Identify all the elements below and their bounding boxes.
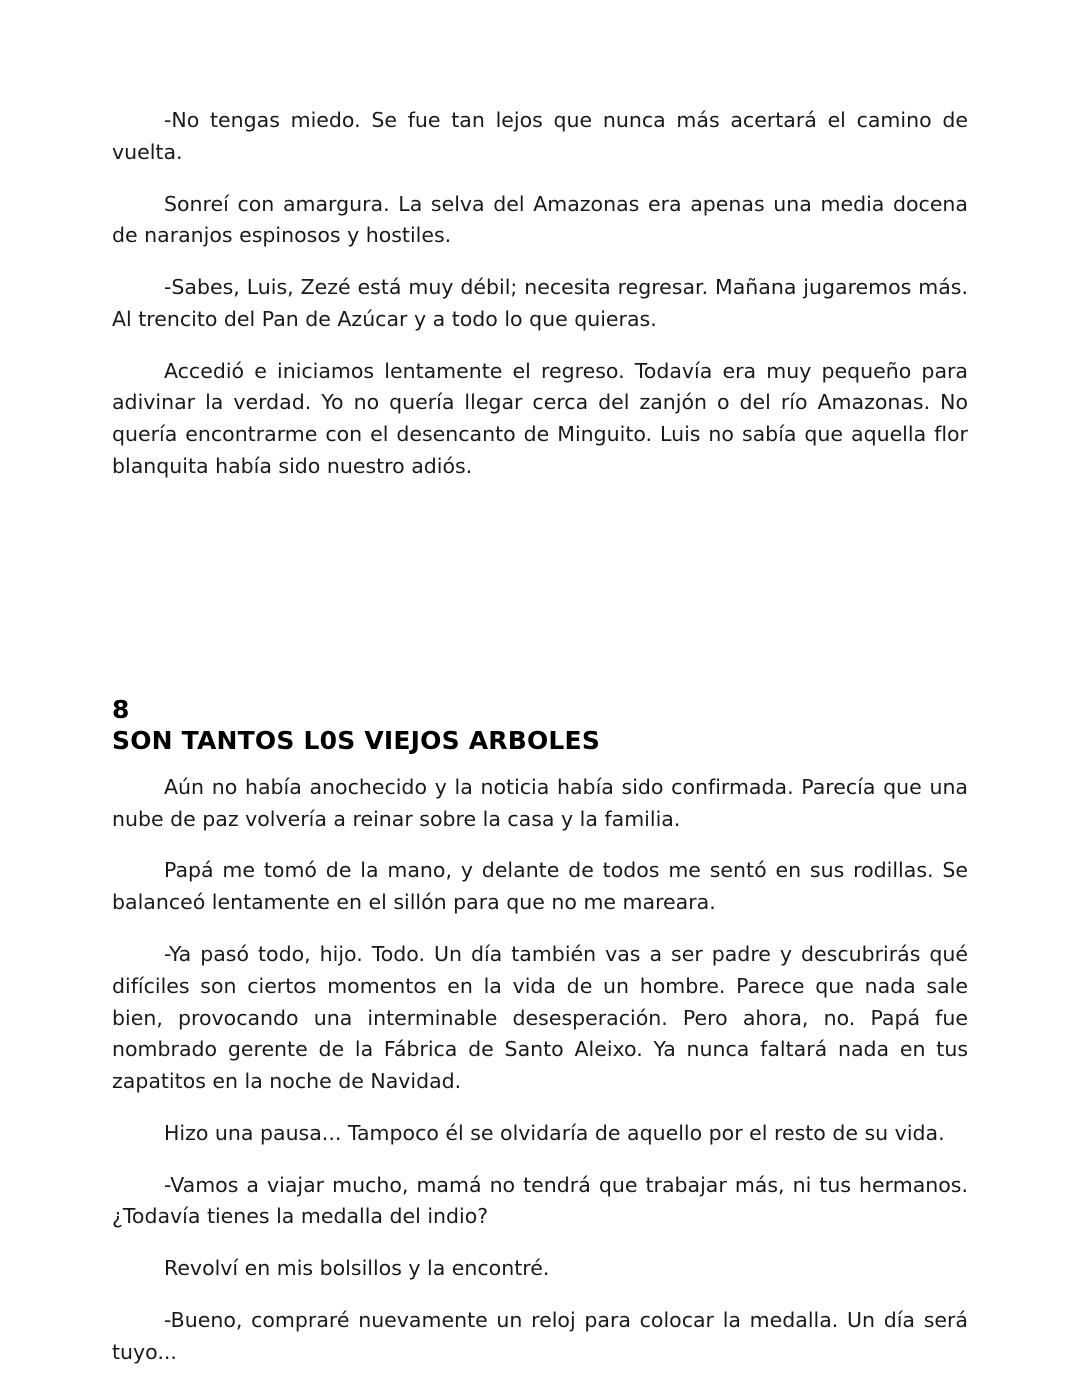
paragraph: Sonreí con amargura. La selva del Amazonas era apenas una media docena de naranjos espinosos y hostiles. (112, 191, 968, 248)
paragraph: Aún no había anochecido y la noticia había sido confirmada. Parecía que una nube de paz volvería a reinar sobre la casa y la familia. (112, 774, 968, 831)
chapter-section (112, 695, 968, 1369)
paragraph: Hizo una pausa... Tampoco él se olvidaría de aquello por el resto de su vida. (164, 1120, 945, 1145)
paragraph: Revolví en mis bolsillos y la encontré. (164, 1256, 550, 1281)
paragraph: -No tengas miedo. Se fue tan lejos que nunca más acertará el camino de vuelta. (112, 108, 968, 164)
paragraph: -Bueno, compraré nuevamente un reloj para colocar la medalla. Un día será tuyo... (112, 1307, 968, 1364)
paragraph: Accedió e iniciamos lentamente el regreso. Todavía era muy pequeño para adivinar la verdad. Yo no quería llegar cerca del zanjón o del río Amazonas. No quería encontrarme con el desencanto de Minguito. Luis no sabía que aquella flor blanquita había sido nuestro adiós. (112, 358, 968, 478)
paragraph: -Ya pasó todo, hijo. Todo. Un día también vas a ser padre y descubrirás qué difíciles son ciertos momentos en la vida de un hombre. Parece que nada sale bien, provocando una interminable desesperación. Pero ahora, no. Papá fue nombrado gerente de la Fábrica de Santo Aleixo. Ya nunca faltará nada en tus zapatitos en la noche de Navidad. (112, 941, 968, 1094)
chapter-title: SON TANTOS L0S VIEJOS ARBOLES (112, 725, 601, 755)
paragraph: -Sabes, Luis, Zezé está muy débil; necesita regresar. Mañana jugaremos más. Al trencito del Pan de Azúcar y a todo lo que quieras. (112, 275, 968, 331)
section-spacer (112, 483, 968, 695)
paragraph: Papá me tomó de la mano, y delante de todos me sentó en sus rodillas. Se balanceó lentamente en el sillón para que no me mareara. (112, 858, 968, 915)
top-text-section (112, 105, 968, 483)
chapter-number: 8 (112, 694, 130, 724)
paragraph: -Vamos a viajar mucho, mamá no tendrá que trabajar más, ni tus hermanos. ¿Todavía tienes la medalla del indio? (112, 1172, 968, 1229)
